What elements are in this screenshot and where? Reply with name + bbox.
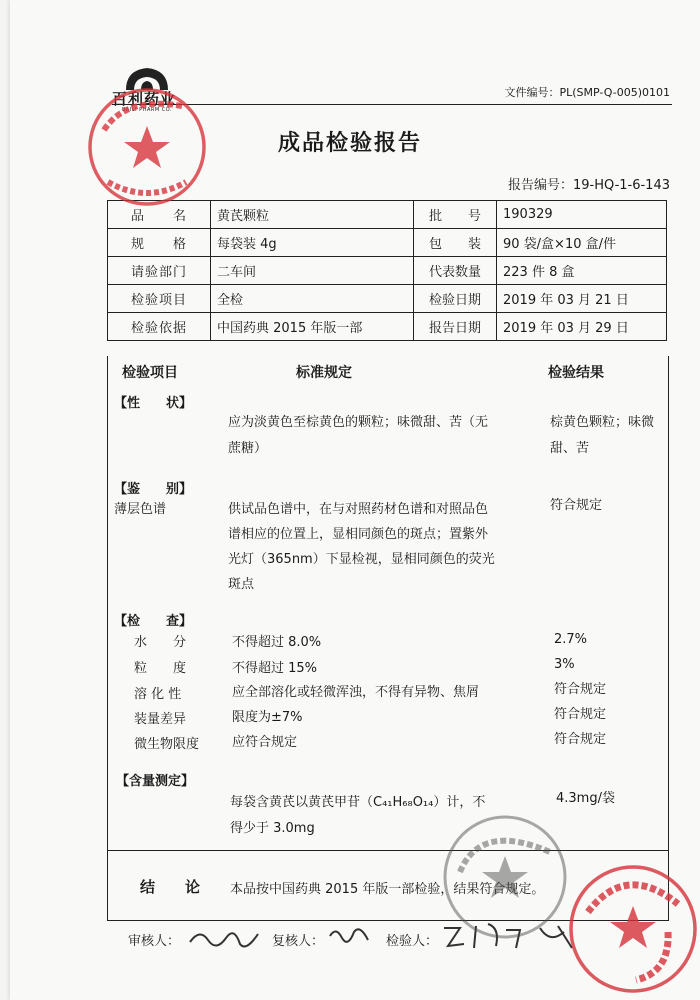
info-value: 90 袋/盒×10 盒/件 [497, 229, 667, 257]
info-value: 二车间 [211, 257, 414, 285]
check-item: 粒 度 [134, 661, 187, 676]
check-result: 3% [554, 657, 575, 672]
info-row [108, 313, 667, 341]
character-result-line: 甜、苦 [550, 441, 590, 456]
company-seal-stamp [440, 812, 570, 942]
info-label: 批 号 [414, 201, 497, 229]
check-result: 2.7% [554, 632, 588, 647]
info-value: 223 件 8 盒 [497, 257, 667, 285]
logo-text-cn: 百利药业 [112, 90, 177, 108]
reviewer-label: 审核人： [128, 934, 181, 949]
info-table [107, 200, 667, 341]
dealer-seal-stamp [566, 862, 700, 996]
identification-standard-line: 光灯（365nm）下显检视，显相同颜色的荧光 [228, 552, 495, 567]
reviewer-signature [186, 922, 266, 961]
info-value: 190329 [497, 201, 667, 229]
info-label: 请验部门 [108, 257, 211, 285]
report-title: 成品检验报告 [277, 131, 422, 156]
check-standard: 不得超过 8.0% [232, 635, 322, 650]
quality-seal-stamp [86, 86, 208, 208]
identification-standard-line: 谱相应的位置上，显相同颜色的斑点；置紫外 [228, 527, 489, 542]
check-result: 符合规定 [554, 682, 607, 697]
conclusion-label: 结 论 [140, 878, 201, 896]
character-result-line: 棕黄色颗粒；味微 [550, 415, 655, 430]
assay-result: 4.3mg/袋 [556, 791, 615, 806]
check-standard: 应符合规定 [232, 735, 298, 750]
check-standard: 限度为±7% [232, 710, 303, 725]
section-character: 【性 状】 [114, 396, 193, 411]
identification-standard-line: 斑点 [228, 577, 255, 592]
info-value: 2019 年 03 月 29 日 [497, 313, 667, 341]
logo-text-en: BAILI PHARM CO. [122, 107, 173, 113]
assay-standard-line: 得少于 3.0mg [230, 821, 315, 836]
section-checks: 【检 查】 [114, 614, 193, 629]
info-label: 品 名 [108, 201, 211, 229]
conclusion-divider [107, 850, 669, 851]
info-value: 2019 年 03 月 21 日 [497, 285, 667, 313]
assay-standard-line: 每袋含黄芪以黄芪甲苷（C₄₁H₆₈O₁₄）计，不 [230, 795, 486, 810]
check-result: 符合规定 [554, 732, 607, 747]
check-item: 装量差异 [134, 712, 187, 727]
column-header-standard: 标准规定 [296, 365, 352, 381]
check-standard: 不得超过 15% [232, 661, 318, 676]
identification-standard-line: 供试品色谱中，在与对照药材色谱和对照品色 [228, 502, 489, 517]
info-label: 检验日期 [414, 285, 497, 313]
info-label: 规 格 [108, 229, 211, 257]
check-standard: 应全部溶化或轻微浑浊，不得有异物、焦屑 [232, 685, 480, 700]
identification-result: 符合规定 [550, 498, 603, 513]
checker-signature [326, 922, 372, 957]
info-value: 黄芪颗粒 [211, 201, 414, 229]
document-number: 文件编号：PL(SMP-Q-005)0101 [504, 86, 670, 99]
column-header-item: 检验项目 [122, 365, 178, 381]
check-item: 溶 化 性 [134, 687, 182, 702]
check-result: 符合规定 [554, 707, 607, 722]
inspector-label: 检验人： [386, 934, 439, 949]
info-label: 代表数量 [414, 257, 497, 285]
info-row [108, 229, 667, 257]
report-number: 报告编号：19-HQ-1-6-143 [507, 178, 670, 193]
character-standard-line: 应为淡黄色至棕黄色的颗粒；味微甜、苦（无 [228, 415, 489, 430]
info-label: 报告日期 [414, 313, 497, 341]
info-value: 中国药典 2015 年版一部 [211, 313, 414, 341]
info-value: 全检 [211, 285, 414, 313]
section-identification: 【鉴 别】 [114, 482, 193, 497]
info-label: 包 装 [414, 229, 497, 257]
check-item: 水 分 [134, 635, 187, 650]
column-header-result: 检验结果 [548, 365, 604, 381]
character-standard-line: 蔗糖） [228, 441, 268, 456]
section-assay: 【含量测定】 [116, 774, 195, 789]
checker-label: 复核人： [272, 934, 325, 949]
info-label: 检验项目 [108, 285, 211, 313]
info-value: 每袋装 4g [211, 229, 414, 257]
info-row [108, 285, 667, 313]
info-label: 检验依据 [108, 313, 211, 341]
conclusion-text: 本品按中国药典 2015 年版一部检验，结果符合规定。 [230, 882, 545, 897]
identification-item: 薄层色谱 [114, 502, 167, 517]
info-row [108, 257, 667, 285]
check-item: 微生物限度 [134, 737, 200, 752]
